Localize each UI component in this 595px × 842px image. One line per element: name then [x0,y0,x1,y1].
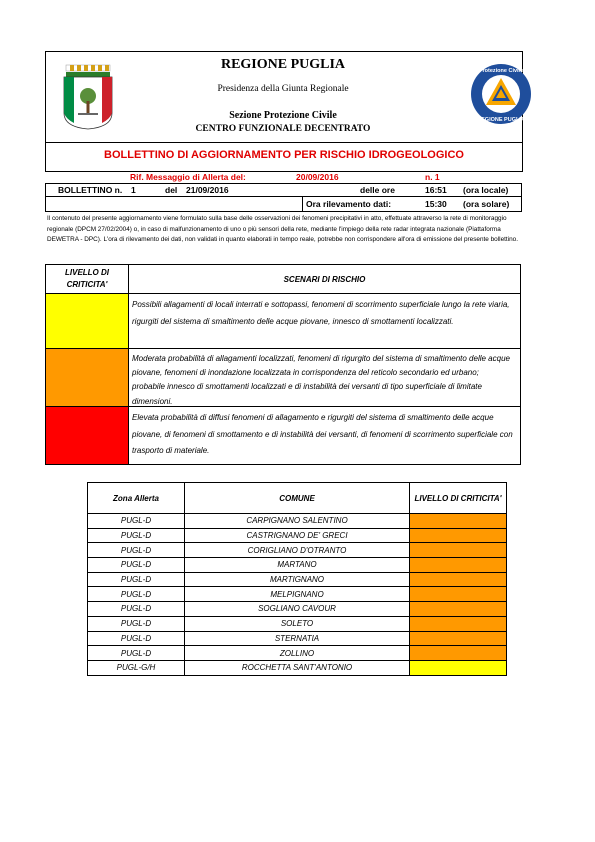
level-swatch-cell [410,587,507,602]
level-swatch-cell [410,572,507,587]
scenario-swatch-red [45,407,129,465]
description-text: Il contenuto del presente aggiornamento viene formulato sulla base delle osservazioni dei fenomeni precipitativi in atto, effettuate attraverso la rete di monitoraggio regionale (DPCM 27/02/2004) o, in caso di malfunzionamento di uno o più sensori della rete, mediante l'impiego della rete radar integrata nazionale (Piattaforma DEWETRA - DPC). L'ora di rilevamento dei dati, non validati in quanto elaborati in tempo reale, potrebbe non corrispondere all'ora di emissione del presente bollettino. [47,215,518,243]
zone-column-header: Zona Allerta [88,483,185,514]
zone-row [88,602,507,617]
time-label: delle ore [360,185,395,195]
zone-cell: PUGL-D [88,646,185,661]
bulletin-title: BOLLETTINO DI AGGIORNAMENTO PER RISCHIO IDROGEOLOGICO [104,149,464,161]
time-note: (ora locale) [463,185,509,195]
scenario-swatch-orange [45,349,129,407]
comune-cell: CASTRIGNANO DE' GRECI [185,528,410,543]
comune-cell: STERNATIA [185,631,410,646]
region-title: REGIONE PUGLIA [220,57,346,72]
divider [45,183,522,184]
zone-cell: PUGL-D [88,558,185,573]
ref-number: n. 1 [425,172,440,182]
level-swatch-cell [410,602,507,617]
zone-cell: PUGL-D [88,587,185,602]
level-swatch-cell [410,528,507,543]
scenario-text-orange: Moderata probabilità di allagamenti localizzati, fenomeni di rigurgito del sistema di smaltimento delle acque piovane, fenomeni di inondazione localizzata in corrispondenza del reticolo secondario ed urbano; probabile innesco di smottamenti localizzati e di instabilità dei versanti di tipo superficiale di limitate dimensioni. [129,349,521,407]
section-label: Sezione Protezione Civile [229,110,337,121]
zone-row [88,616,507,631]
comune-column-header: COMUNE [185,483,410,514]
level-swatch-cell [410,631,507,646]
detection-time-label: Ora rilevamento dati: [306,199,392,209]
comune-cell: ROCCHETTA SANT'ANTONIO [185,660,410,675]
detection-time-note: (ora solare) [463,199,510,209]
zone-cell: PUGL-D [88,572,185,587]
zone-cell: PUGL-D [88,514,185,529]
scenario-risk-header: SCENARI DI RISCHIO [129,264,521,294]
zone-cell: PUGL-G/H [88,660,185,675]
zone-cell: PUGL-D [88,543,185,558]
ref-label: Rif. Messaggio di Allerta del: [130,172,246,182]
scenario-swatch-yellow [45,294,129,349]
divider [45,211,522,212]
level-swatch-cell [410,646,507,661]
level-swatch-cell [410,616,507,631]
scenario-text-yellow: Possibili allagamenti di locali interrati e sottopassi, fenomeni di scorrimento superficiale lungo la rete viaria, rigurgiti del sistema di smaltimento delle acque piovane, innesco di smottamenti localizzati. [129,294,521,349]
comune-cell: SOLETO [185,616,410,631]
zone-table-header [88,483,507,514]
zone-row [88,660,507,675]
comune-cell: MELPIGNANO [185,587,410,602]
level-swatch-cell [410,558,507,573]
scenario-text-red: Elevata probabilità di diffusi fenomeni di allagamento e rigurgiti del sistema di smaltimento delle acque piovane, di fenomeni di smottamento e di instabilità dei versanti, di fenomeni di scorrimento superficiale con trasporto di materiale. [129,407,521,465]
logo-text-bottom: REGIONE PUGLIA [477,117,525,123]
detection-time-value: 15:30 [425,199,447,209]
zone-cell: PUGL-D [88,631,185,646]
level-swatch-cell [410,543,507,558]
logo-text-top: Protezione Civile [478,68,524,74]
zone-row [88,646,507,661]
zone-row [88,528,507,543]
border-left [45,183,46,212]
comune-cell: MARTANO [185,558,410,573]
date-value: 21/09/2016 [186,185,229,195]
comune-cell: CARPIGNANO SALENTINO [185,514,410,529]
comune-cell: ZOLLINO [185,646,410,661]
zone-row [88,572,507,587]
comune-cell: CORIGLIANO D'OTRANTO [185,543,410,558]
bulletin-title-box [45,141,523,172]
zone-row [88,543,507,558]
zone-table [87,482,507,676]
zone-row [88,631,507,646]
presidency-label: Presidenza della Giunta Regionale [217,84,349,94]
bulletin-number-value: 1 [131,185,136,195]
center-label: CENTRO FUNZIONALE DECENTRATO [195,124,371,134]
zone-row [88,587,507,602]
divider [45,196,522,197]
level-swatch-cell [410,660,507,675]
zone-cell: PUGL-D [88,528,185,543]
comune-cell: SOGLIANO CAVOUR [185,602,410,617]
zone-cell: PUGL-D [88,616,185,631]
comune-cell: MARTIGNANO [185,572,410,587]
date-label: del [165,185,178,195]
cell-border [302,196,303,212]
border-right [521,183,522,212]
scenario-level-header: LIVELLO DI CRITICITA' [45,264,129,294]
level-column-header: LIVELLO DI CRITICITA' [410,483,507,514]
level-swatch-cell [410,514,507,529]
zone-row [88,514,507,529]
time-value: 16:51 [425,185,447,195]
zone-cell: PUGL-D [88,602,185,617]
zone-row [88,558,507,573]
bulletin-number-label: BOLLETTINO n. [58,185,123,195]
protezione-civile-logo-icon [470,63,532,125]
ref-date: 20/09/2016 [296,172,339,182]
